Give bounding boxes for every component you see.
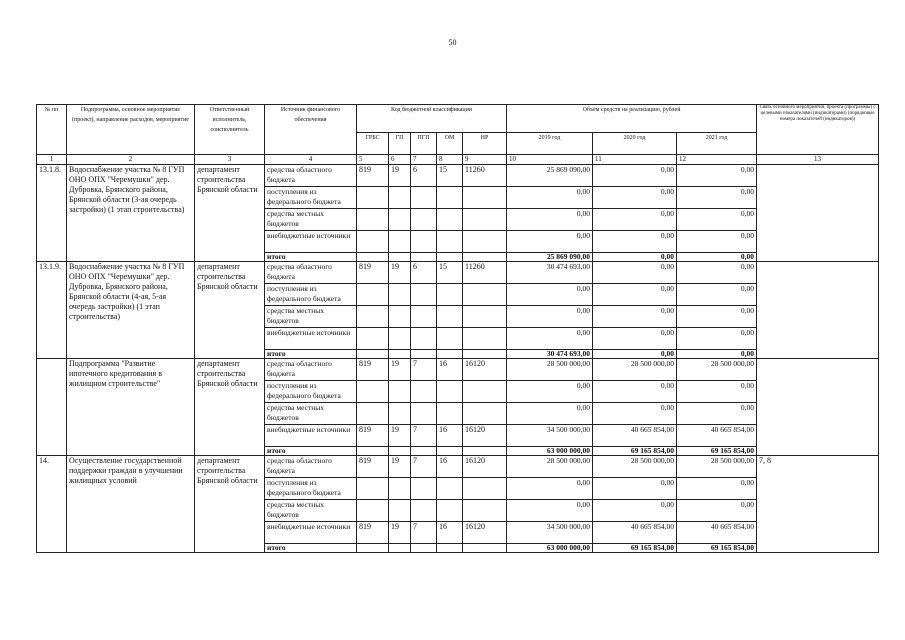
code-grbs: [357, 447, 389, 456]
header-num: № пп: [37, 105, 67, 155]
funding-source: итого: [265, 447, 357, 456]
code-grbs: [357, 231, 389, 253]
column-number: 7: [411, 155, 437, 165]
code-pgp: [411, 187, 437, 209]
amount-2019: 0,00: [507, 306, 593, 328]
code-nr: [463, 447, 507, 456]
amount-2020: 0,00: [593, 253, 677, 262]
funding-source: поступления из федерального бюджета: [265, 284, 357, 306]
table-header: [37, 105, 879, 155]
code-om: [437, 284, 463, 306]
amount-2021: 0,00: [677, 328, 757, 350]
code-grbs: [357, 187, 389, 209]
funding-source: средства местных бюджетов: [265, 500, 357, 522]
code-pgp: [411, 403, 437, 425]
code-nr: 16120: [463, 522, 507, 544]
amount-2019: 0,00: [507, 381, 593, 403]
code-nr: [463, 187, 507, 209]
amount-2021: 40 665 854,00: [677, 522, 757, 544]
item-name: Подпрограмма "Развитие ипотечного кредитования в жилищном строительстве": [67, 359, 195, 456]
amount-2021: 0,00: [677, 284, 757, 306]
code-pgp: 6: [411, 262, 437, 284]
amount-2021: 0,00: [677, 165, 757, 187]
code-grbs: [357, 306, 389, 328]
code-gp: [389, 447, 411, 456]
code-pgp: [411, 350, 437, 359]
funding-source: поступления из федерального бюджета: [265, 187, 357, 209]
amount-2021: 0,00: [677, 478, 757, 500]
code-pgp: [411, 447, 437, 456]
code-nr: 16120: [463, 425, 507, 447]
header-om: ОМ: [437, 133, 463, 155]
code-gp: [389, 231, 411, 253]
code-grbs: [357, 328, 389, 350]
amount-2019: 63 000 000,00: [507, 447, 593, 456]
code-pgp: 7: [411, 359, 437, 381]
budget-table: [36, 104, 879, 553]
code-grbs: 819: [357, 262, 389, 284]
code-grbs: [357, 403, 389, 425]
table-body: [37, 155, 879, 553]
item-number: 13.1.9.: [37, 262, 67, 359]
funding-source: средства областного бюджета: [265, 262, 357, 284]
code-gp: [389, 544, 411, 553]
funding-source: средства областного бюджета: [265, 456, 357, 478]
amount-2021: 69 165 854,00: [677, 447, 757, 456]
code-gp: 19: [389, 262, 411, 284]
amount-2020: 0,00: [593, 165, 677, 187]
header-codes: Код бюджетной классификации: [357, 105, 507, 133]
code-om: [437, 328, 463, 350]
header-2021: 2021 год: [677, 133, 757, 155]
header-2020: 2020 год: [593, 133, 677, 155]
amount-2021: 0,00: [677, 306, 757, 328]
code-gp: [389, 209, 411, 231]
amount-2021: 0,00: [677, 403, 757, 425]
code-grbs: [357, 209, 389, 231]
code-om: [437, 381, 463, 403]
code-om: [437, 478, 463, 500]
code-pgp: [411, 544, 437, 553]
funding-source: внебюджетные источники: [265, 231, 357, 253]
header-program: Подпрограмма, основное мероприятие (проект), направление расходов, мероприятие: [67, 105, 195, 155]
code-grbs: [357, 478, 389, 500]
amount-2019: 25 869 090,00: [507, 165, 593, 187]
header-2019: 2019 год: [507, 133, 593, 155]
amount-2019: 0,00: [507, 328, 593, 350]
column-number: 13: [757, 155, 879, 165]
code-nr: [463, 328, 507, 350]
page-number: 50: [448, 38, 457, 47]
code-gp: 19: [389, 165, 411, 187]
code-pgp: [411, 500, 437, 522]
amount-2021: 0,00: [677, 381, 757, 403]
amount-2020: 0,00: [593, 306, 677, 328]
code-nr: 16120: [463, 359, 507, 381]
code-om: [437, 447, 463, 456]
code-grbs: [357, 253, 389, 262]
code-pgp: [411, 209, 437, 231]
code-nr: [463, 381, 507, 403]
header-executor: Ответственный исполнитель, соисполнитель: [195, 105, 265, 155]
code-om: 15: [437, 262, 463, 284]
amount-2019: 0,00: [507, 209, 593, 231]
amount-2019: 0,00: [507, 403, 593, 425]
funding-source: внебюджетные источники: [265, 522, 357, 544]
indicator-link: 7, 8: [757, 456, 879, 553]
code-nr: [463, 306, 507, 328]
amount-2020: 28 500 000,00: [593, 456, 677, 478]
amount-2019: 34 500 000,00: [507, 522, 593, 544]
column-number: 3: [195, 155, 265, 165]
amount-2020: 0,00: [593, 478, 677, 500]
table-row: [37, 456, 879, 478]
code-gp: [389, 328, 411, 350]
code-nr: [463, 403, 507, 425]
code-grbs: 819: [357, 522, 389, 544]
funding-source: средства областного бюджета: [265, 359, 357, 381]
table-row: [37, 165, 879, 187]
funding-source: поступления из федерального бюджета: [265, 381, 357, 403]
code-gp: 19: [389, 425, 411, 447]
funding-source: поступления из федерального бюджета: [265, 478, 357, 500]
column-number: 4: [265, 155, 357, 165]
header-source: Источник финансового обеспечения: [265, 105, 357, 155]
code-om: 16: [437, 425, 463, 447]
code-om: [437, 253, 463, 262]
amount-2020: 0,00: [593, 262, 677, 284]
item-name: Водоснабжение участка № 8 ГУП ОНО ОПХ "Черемушки" дер. Дубровка, Брянского района, Брянской области (4-ая, 5-ая очередь застройки) (1 этап строительства): [67, 262, 195, 359]
code-nr: [463, 478, 507, 500]
code-pgp: [411, 306, 437, 328]
amount-2019: 30 474 693,00: [507, 262, 593, 284]
amount-2019: 28 500 000,00: [507, 456, 593, 478]
code-nr: [463, 231, 507, 253]
header-link: Связь основного мероприятия, проекта (программы) с целевыми показателями (индикаторами) (порядковые номера показателей (индикаторов)): [757, 105, 879, 155]
code-nr: [463, 284, 507, 306]
code-nr: [463, 350, 507, 359]
amount-2021: 0,00: [677, 253, 757, 262]
column-number: 2: [67, 155, 195, 165]
code-om: 16: [437, 522, 463, 544]
code-gp: 19: [389, 359, 411, 381]
amount-2020: 40 665 854,00: [593, 522, 677, 544]
column-number: 9: [463, 155, 507, 165]
code-pgp: 7: [411, 522, 437, 544]
amount-2019: 0,00: [507, 500, 593, 522]
amount-2021: 0,00: [677, 262, 757, 284]
code-gp: [389, 253, 411, 262]
code-pgp: [411, 284, 437, 306]
funding-source: итого: [265, 544, 357, 553]
code-om: [437, 500, 463, 522]
indicator-link: [757, 359, 879, 456]
amount-2019: 28 500 000,00: [507, 359, 593, 381]
code-nr: 16120: [463, 456, 507, 478]
code-om: 16: [437, 456, 463, 478]
code-om: [437, 350, 463, 359]
item-executor: департамент строительства Брянской области: [195, 165, 265, 262]
amount-2019: 0,00: [507, 187, 593, 209]
column-number: 8: [437, 155, 463, 165]
amount-2019: 0,00: [507, 284, 593, 306]
amount-2020: 0,00: [593, 381, 677, 403]
code-gp: [389, 381, 411, 403]
item-name: Осуществление государственной поддержки граждан в улучшении жилищных условий: [67, 456, 195, 553]
column-number: 6: [389, 155, 411, 165]
funding-source: средства местных бюджетов: [265, 209, 357, 231]
item-name: Водоснабжение участка № 8 ГУП ОНО ОПХ "Черемушки" дер. Дубровка, Брянского района, Брянской области (3-ая очередь застройки) (1 этап строительства): [67, 165, 195, 262]
code-grbs: 819: [357, 165, 389, 187]
code-pgp: [411, 328, 437, 350]
funding-source: внебюджетные источники: [265, 425, 357, 447]
column-number: 10: [507, 155, 593, 165]
amount-2020: 0,00: [593, 209, 677, 231]
code-pgp: [411, 253, 437, 262]
amount-2020: 69 165 854,00: [593, 447, 677, 456]
code-nr: 11260: [463, 262, 507, 284]
item-number: 14.: [37, 456, 67, 553]
code-gp: [389, 187, 411, 209]
code-gp: [389, 350, 411, 359]
code-nr: [463, 209, 507, 231]
code-grbs: [357, 500, 389, 522]
code-nr: [463, 544, 507, 553]
amount-2020: 0,00: [593, 231, 677, 253]
code-pgp: 7: [411, 425, 437, 447]
item-number: 13.1.8.: [37, 165, 67, 262]
amount-2019: 63 000 000,00: [507, 544, 593, 553]
column-number: 12: [677, 155, 757, 165]
header-volume: Объём средств на реализацию, рублей: [507, 105, 757, 133]
code-pgp: [411, 381, 437, 403]
code-om: [437, 187, 463, 209]
item-executor: департамент строительства Брянской области: [195, 359, 265, 456]
item-executor: департамент строительства Брянской области: [195, 456, 265, 553]
code-gp: 19: [389, 522, 411, 544]
column-number-row: [37, 155, 879, 165]
code-nr: [463, 500, 507, 522]
code-gp: [389, 306, 411, 328]
amount-2019: 0,00: [507, 478, 593, 500]
amount-2021: 40 665 854,00: [677, 425, 757, 447]
funding-source: внебюджетные источники: [265, 328, 357, 350]
code-om: [437, 544, 463, 553]
funding-source: средства местных бюджетов: [265, 306, 357, 328]
amount-2020: 40 665 854,00: [593, 425, 677, 447]
code-nr: 11260: [463, 165, 507, 187]
table-row: [37, 262, 879, 284]
amount-2021: 0,00: [677, 231, 757, 253]
code-pgp: 6: [411, 165, 437, 187]
amount-2020: 0,00: [593, 187, 677, 209]
amount-2020: 0,00: [593, 328, 677, 350]
column-number: 11: [593, 155, 677, 165]
amount-2019: 25 869 090,00: [507, 253, 593, 262]
header-gp: ГП: [389, 133, 411, 155]
code-om: [437, 403, 463, 425]
code-gp: [389, 478, 411, 500]
amount-2019: 0,00: [507, 231, 593, 253]
amount-2021: 69 165 854,00: [677, 544, 757, 553]
column-number: 5: [357, 155, 389, 165]
indicator-link: [757, 262, 879, 359]
code-pgp: [411, 478, 437, 500]
code-om: [437, 209, 463, 231]
amount-2020: 0,00: [593, 500, 677, 522]
code-grbs: [357, 381, 389, 403]
code-grbs: [357, 544, 389, 553]
amount-2021: 28 500 000,00: [677, 456, 757, 478]
item-number: [37, 359, 67, 456]
amount-2021: 0,00: [677, 350, 757, 359]
funding-source: итого: [265, 350, 357, 359]
code-om: 15: [437, 165, 463, 187]
funding-source: средства областного бюджета: [265, 165, 357, 187]
code-nr: [463, 253, 507, 262]
header-pgp: ПГП: [411, 133, 437, 155]
amount-2021: 0,00: [677, 187, 757, 209]
header-nr: НР: [463, 133, 507, 155]
amount-2021: 0,00: [677, 500, 757, 522]
code-gp: 19: [389, 456, 411, 478]
code-gp: [389, 500, 411, 522]
header-grbs: ГРБС: [357, 133, 389, 155]
code-grbs: 819: [357, 425, 389, 447]
column-number: 1: [37, 155, 67, 165]
amount-2019: 30 474 693,00: [507, 350, 593, 359]
code-pgp: [411, 231, 437, 253]
amount-2020: 0,00: [593, 284, 677, 306]
code-gp: [389, 284, 411, 306]
code-gp: [389, 403, 411, 425]
code-pgp: 7: [411, 456, 437, 478]
amount-2020: 0,00: [593, 350, 677, 359]
amount-2020: 69 165 854,00: [593, 544, 677, 553]
code-om: 16: [437, 359, 463, 381]
code-grbs: [357, 350, 389, 359]
code-grbs: 819: [357, 359, 389, 381]
code-om: [437, 231, 463, 253]
item-executor: департамент строительства Брянской области: [195, 262, 265, 359]
funding-source: средства местных бюджетов: [265, 403, 357, 425]
code-grbs: [357, 284, 389, 306]
code-grbs: 819: [357, 456, 389, 478]
amount-2020: 0,00: [593, 403, 677, 425]
table-row: [37, 359, 879, 381]
amount-2021: 0,00: [677, 209, 757, 231]
indicator-link: [757, 165, 879, 262]
amount-2021: 28 500 000,00: [677, 359, 757, 381]
amount-2019: 34 500 000,00: [507, 425, 593, 447]
amount-2020: 28 500 000,00: [593, 359, 677, 381]
code-om: [437, 306, 463, 328]
funding-source: итого: [265, 253, 357, 262]
